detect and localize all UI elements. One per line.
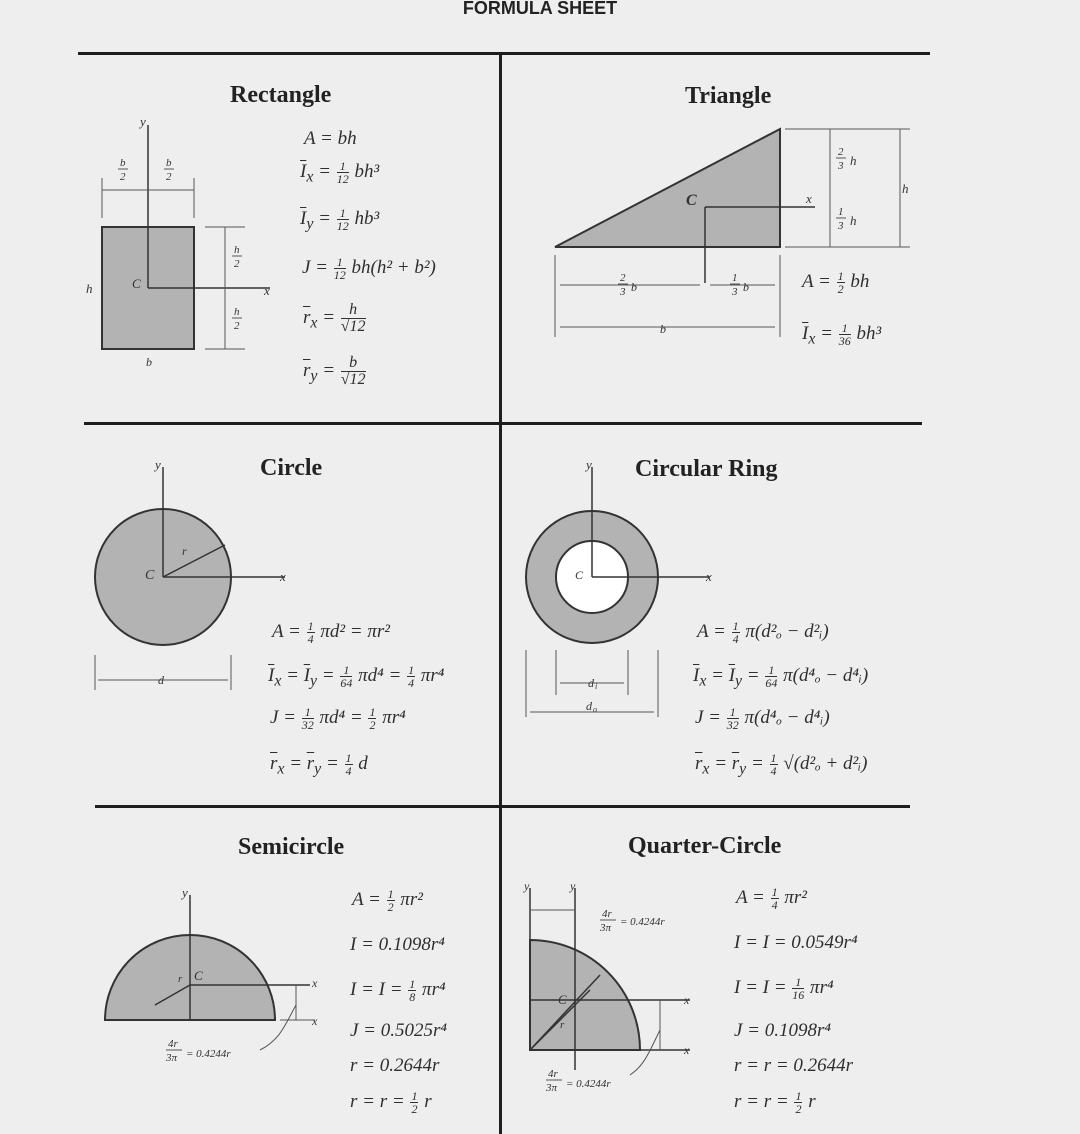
svg-text:3: 3 (620, 286, 626, 298)
top-rule (78, 52, 930, 55)
svg-text:x: x (280, 569, 286, 584)
svg-text:C: C (686, 192, 697, 209)
semi-rx: r = 0.2644r (350, 1055, 440, 1076)
svg-text:b: b (660, 322, 666, 336)
svg-text:C: C (132, 276, 141, 291)
svg-text:2: 2 (166, 171, 172, 183)
svg-text:3: 3 (838, 160, 844, 172)
svg-text:x: x (806, 191, 812, 206)
center-divider (499, 54, 502, 1134)
ring-heading: Circular Ring (635, 456, 778, 482)
quarter-j: J = 0.1098r⁴ (734, 1020, 832, 1041)
svg-text:4r: 4r (548, 1068, 558, 1080)
svg-text:4r: 4r (168, 1038, 178, 1050)
circle-area: A = $\frac{1}{4}$ πd² = πr² (272, 619, 390, 646)
svg-text:i: i (595, 682, 598, 691)
svg-text:2: 2 (234, 320, 240, 332)
rect-rx: $\overline{r}_x$ = $\frac{h}{√12}$ (303, 301, 366, 335)
quarter-r2: r = r = $\frac{1}{2}$ r (734, 1089, 816, 1116)
svg-text:h: h (86, 281, 93, 296)
svg-text:4r: 4r (602, 908, 612, 920)
svg-text:C: C (194, 968, 203, 983)
quarter-r: r = r = 0.2644r (734, 1055, 854, 1076)
svg-text:b: b (743, 280, 749, 294)
svg-text:1: 1 (732, 272, 738, 284)
svg-text:r: r (178, 973, 183, 985)
semi-iy: I = I = $\frac{1}{8}$ πr⁴ (350, 977, 446, 1004)
tri-area: A = $\frac{1}{2}$ bh (802, 269, 870, 296)
svg-text:= 0.4244r: = 0.4244r (186, 1048, 231, 1060)
svg-text:3π: 3π (600, 922, 612, 934)
svg-text:x: x (684, 993, 690, 1007)
circle-heading: Circle (260, 455, 323, 481)
svg-text:2: 2 (120, 171, 126, 183)
svg-text:y: y (570, 879, 576, 893)
svg-text:3π: 3π (166, 1052, 178, 1064)
svg-text:y: y (155, 457, 161, 472)
svg-text:r: r (182, 544, 187, 558)
svg-text:h: h (234, 244, 240, 256)
svg-text:3: 3 (838, 220, 844, 232)
quarter-ix: I = I = 0.0549r⁴ (734, 932, 858, 953)
quarter-area: A = $\frac{1}{4}$ πr² (736, 885, 807, 912)
circle-figure (90, 455, 330, 695)
semicircle-heading: Semicircle (238, 834, 345, 860)
middle-rule-2 (95, 805, 910, 808)
svg-text:x: x (684, 1043, 690, 1057)
svg-text:b: b (120, 157, 126, 169)
svg-text:= 0.4244r: = 0.4244r (620, 916, 665, 928)
circle-r: $\overline{r}_x = \overline{r}_y$ = $\frac{1}{4}$ d (270, 751, 368, 778)
quarter-heading: Quarter-Circle (628, 833, 782, 859)
svg-text:b: b (146, 355, 152, 369)
semi-j: J = 0.5025r⁴ (350, 1020, 448, 1041)
rect-ry: $\overline{r}_y$ = $\frac{b}{√12}$ (303, 354, 366, 388)
svg-text:x: x (264, 283, 270, 298)
svg-text:d: d (586, 699, 592, 713)
triangle-heading: Triangle (685, 83, 772, 109)
svg-text:1: 1 (838, 206, 844, 218)
svg-text:d: d (158, 673, 164, 687)
semi-area: A = $\frac{1}{2}$ πr² (352, 887, 423, 914)
svg-text:r: r (560, 1019, 565, 1031)
svg-text:x: x (706, 569, 712, 584)
semi-ix: I = 0.1098r⁴ (350, 934, 445, 955)
middle-rule-1 (84, 422, 922, 425)
ring-j: J = $\frac{1}{32}$ π(d⁴ₒ − d⁴ᵢ) (695, 705, 830, 732)
svg-text:d: d (588, 676, 594, 690)
svg-text:h: h (902, 181, 909, 196)
circle-i: $\overline{I}_x = \overline{I}_y$ = $\frac{1}{64}$ πd⁴ = $\frac{1}{4}$ πr⁴ (268, 663, 445, 690)
svg-text:= 0.4244r: = 0.4244r (566, 1078, 611, 1090)
svg-text:h: h (850, 153, 857, 168)
ring-area: A = $\frac{1}{4}$ π(d²ₒ − d²ᵢ) (697, 619, 829, 646)
svg-text:x: x (312, 1014, 318, 1028)
svg-text:2: 2 (838, 146, 844, 158)
svg-text:C: C (145, 568, 155, 583)
svg-text:y: y (586, 457, 592, 472)
ring-i: $\overline{I}_x = \overline{I}_y$ = $\frac{1}{64}$ π(d⁴ₒ − d⁴ᵢ) (693, 663, 869, 690)
svg-text:b: b (631, 280, 637, 294)
svg-text:x: x (312, 976, 318, 990)
svg-text:2: 2 (234, 258, 240, 270)
svg-text:h: h (234, 306, 240, 318)
triangle-figure (540, 115, 920, 345)
rectangle-heading: Rectangle (230, 82, 332, 108)
svg-text:3: 3 (732, 286, 738, 298)
sheet-title: FORMULA SHEET (462, 0, 618, 18)
svg-text:h: h (850, 213, 857, 228)
svg-text:b: b (166, 157, 172, 169)
rect-area: A = bh (304, 128, 357, 149)
semicircle-figure (100, 885, 350, 1085)
quarter-i: I = I = $\frac{1}{16}$ πr⁴ (734, 975, 834, 1002)
rect-ix: $\overline{I}_x$ = $\frac{1}{12}$ bh³ (300, 159, 380, 186)
svg-text:2: 2 (620, 272, 626, 284)
svg-text:y: y (140, 114, 146, 129)
svg-text:y: y (182, 885, 188, 900)
quarter-figure (520, 880, 720, 1100)
rect-j: J = $\frac{1}{12}$ bh(h² + b²) (302, 255, 436, 282)
ring-r: $\overline{r}_x = \overline{r}_y$ = $\frac{1}{4}$ √(d²ₒ + d²ᵢ) (695, 751, 868, 778)
svg-text:C: C (558, 992, 567, 1007)
rectangle-figure (80, 110, 380, 380)
semi-ry: r = r = $\frac{1}{2}$ r (350, 1089, 432, 1116)
svg-text:3π: 3π (546, 1082, 558, 1094)
rect-iy: $\overline{I}_y$ = $\frac{1}{12}$ hb³ (300, 206, 380, 233)
svg-text:y: y (524, 879, 530, 893)
circle-j: J = $\frac{1}{32}$ πd⁴ = $\frac{1}{2}$ πr⁴ (270, 705, 406, 732)
svg-text:o: o (593, 705, 597, 714)
svg-text:C: C (575, 568, 584, 582)
tri-ix: $\overline{I}_x$ = $\frac{1}{36}$ bh³ (802, 321, 882, 348)
